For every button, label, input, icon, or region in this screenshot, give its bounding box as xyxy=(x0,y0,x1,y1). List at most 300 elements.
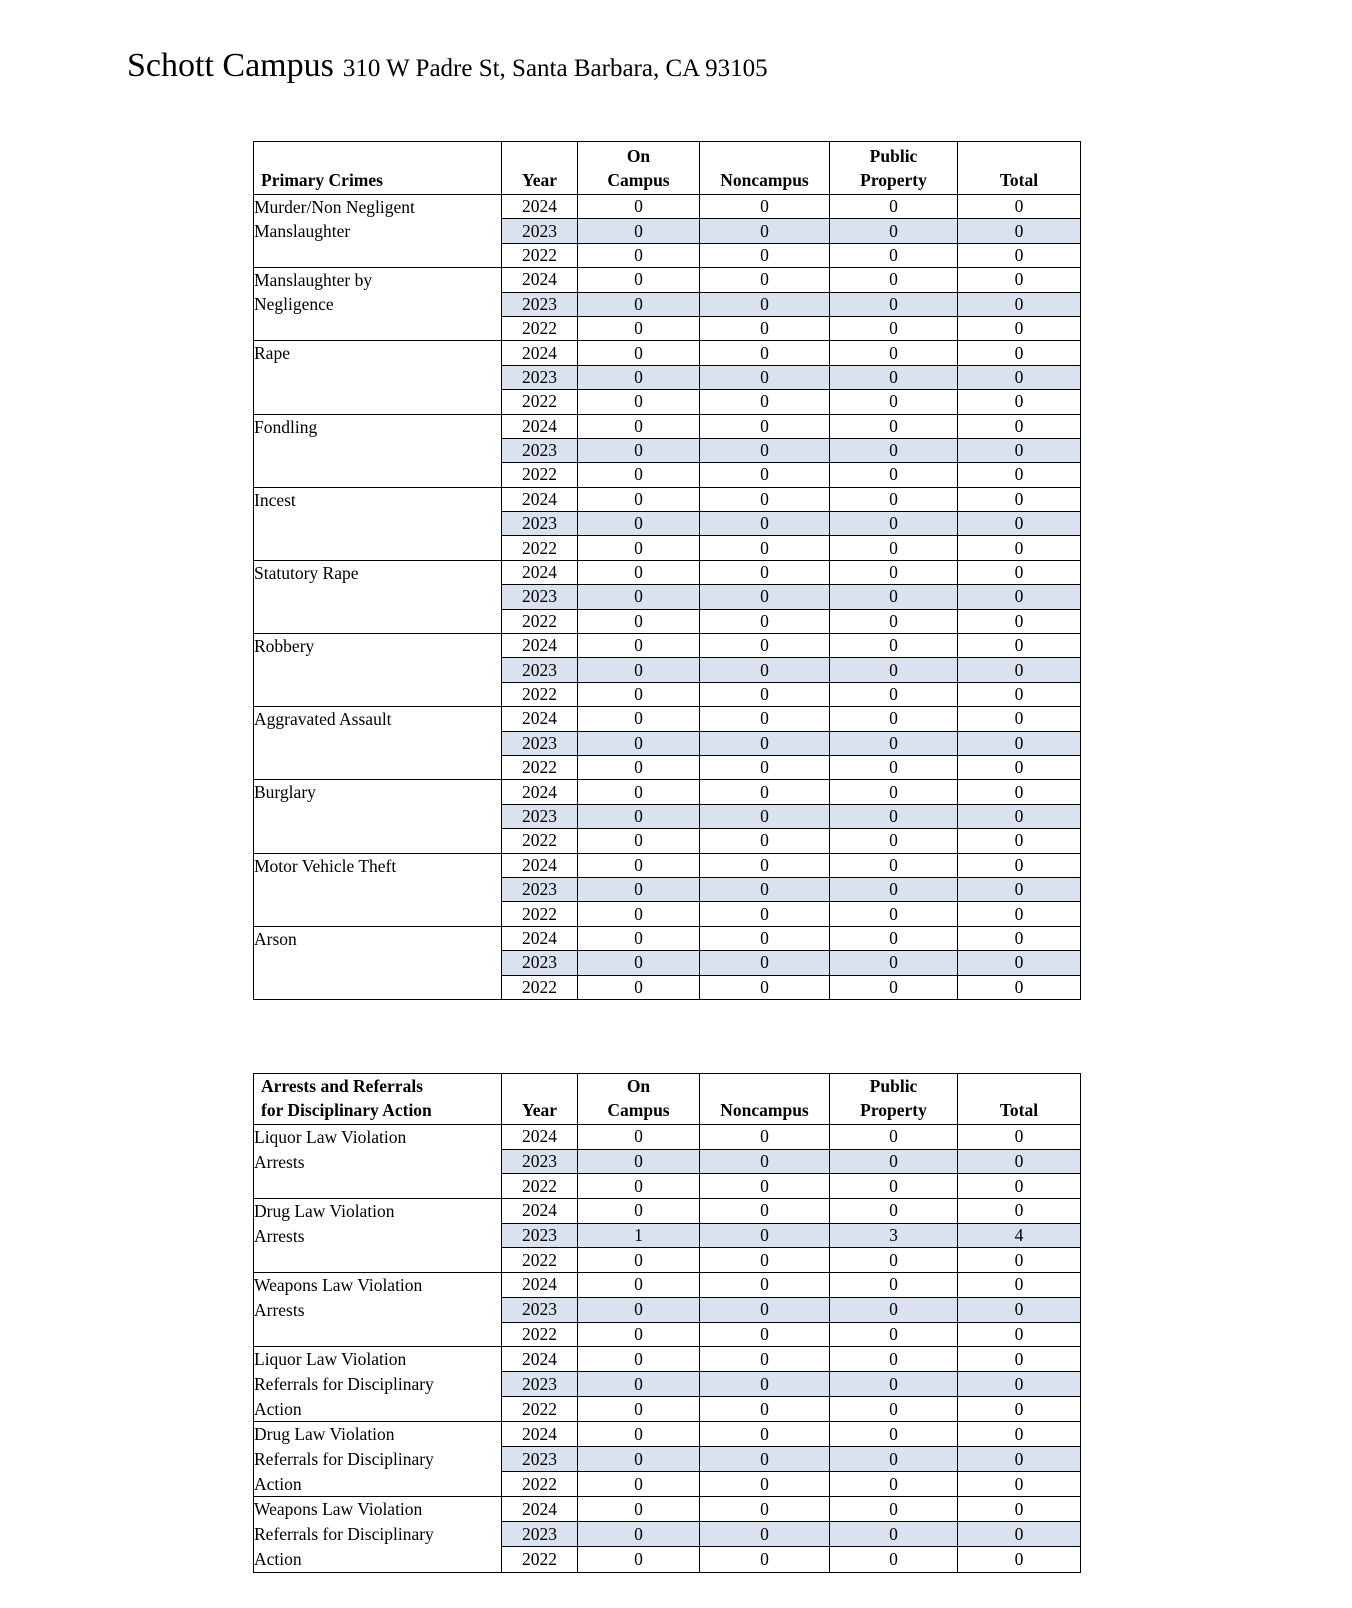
crime-label-cell: Incest xyxy=(254,487,502,560)
column-header: On Campus xyxy=(578,142,700,195)
value-cell: 0 xyxy=(958,268,1081,292)
value-cell: 0 xyxy=(700,243,830,267)
crime-label-cell: Rape xyxy=(254,341,502,414)
year-cell: 2024 xyxy=(502,414,578,438)
value-cell: 0 xyxy=(958,1297,1081,1322)
table-body xyxy=(254,195,1081,1000)
year-cell: 2024 xyxy=(502,487,578,511)
value-cell: 0 xyxy=(578,487,700,511)
crime-label-cell: Fondling xyxy=(254,414,502,487)
crime-label-cell: Drug Law Violation Referrals for Disciplinary Action xyxy=(254,1422,502,1497)
year-cell: 2024 xyxy=(502,268,578,292)
value-cell: 0 xyxy=(700,755,830,779)
value-cell: 0 xyxy=(958,487,1081,511)
table-body xyxy=(254,1125,1081,1573)
year-cell: 2022 xyxy=(502,902,578,926)
value-cell: 0 xyxy=(700,1248,830,1273)
value-cell: 0 xyxy=(958,1497,1081,1522)
value-cell: 0 xyxy=(958,1149,1081,1174)
value-cell: 0 xyxy=(578,1397,700,1422)
value-cell: 0 xyxy=(700,731,830,755)
table-header xyxy=(254,142,1081,195)
value-cell: 0 xyxy=(578,1347,700,1372)
value-cell: 0 xyxy=(830,682,958,706)
year-cell: 2022 xyxy=(502,829,578,853)
value-cell: 0 xyxy=(958,292,1081,316)
value-cell: 0 xyxy=(578,243,700,267)
header-row xyxy=(254,1074,1081,1125)
value-cell: 0 xyxy=(700,268,830,292)
value-cell: 0 xyxy=(700,902,830,926)
crime-label-cell: Manslaughter by Negligence xyxy=(254,268,502,341)
value-cell: 0 xyxy=(958,1472,1081,1497)
value-cell: 0 xyxy=(830,341,958,365)
value-cell: 0 xyxy=(700,1472,830,1497)
value-cell: 0 xyxy=(830,1322,958,1347)
value-cell: 0 xyxy=(700,1547,830,1572)
value-cell: 0 xyxy=(700,1522,830,1547)
page-title xyxy=(127,46,768,86)
value-cell: 0 xyxy=(958,658,1081,682)
value-cell: 0 xyxy=(830,560,958,584)
value-cell: 0 xyxy=(578,585,700,609)
value-cell: 0 xyxy=(830,634,958,658)
value-cell: 0 xyxy=(578,707,700,731)
value-cell: 0 xyxy=(958,1547,1081,1572)
value-cell: 0 xyxy=(958,365,1081,389)
value-cell: 0 xyxy=(700,951,830,975)
value-cell: 0 xyxy=(578,1322,700,1347)
value-cell: 0 xyxy=(958,804,1081,828)
value-cell: 0 xyxy=(700,560,830,584)
column-header: Noncampus xyxy=(700,142,830,195)
value-cell: 0 xyxy=(830,390,958,414)
table-row xyxy=(254,560,1081,584)
value-cell: 0 xyxy=(958,877,1081,901)
year-cell: 2024 xyxy=(502,853,578,877)
value-cell: 0 xyxy=(830,926,958,950)
value-cell: 0 xyxy=(700,365,830,389)
table-row xyxy=(254,1422,1081,1447)
value-cell: 0 xyxy=(700,536,830,560)
value-cell: 0 xyxy=(700,1447,830,1472)
value-cell: 0 xyxy=(578,560,700,584)
value-cell: 0 xyxy=(958,1347,1081,1372)
value-cell: 0 xyxy=(578,1199,700,1224)
value-cell: 0 xyxy=(958,1422,1081,1447)
table-row xyxy=(254,414,1081,438)
value-cell: 0 xyxy=(958,341,1081,365)
year-cell: 2023 xyxy=(502,731,578,755)
year-cell: 2024 xyxy=(502,1199,578,1224)
value-cell: 0 xyxy=(958,634,1081,658)
value-cell: 0 xyxy=(830,1125,958,1150)
value-cell: 0 xyxy=(700,1149,830,1174)
value-cell: 0 xyxy=(578,1174,700,1199)
year-cell: 2022 xyxy=(502,975,578,999)
value-cell: 0 xyxy=(958,536,1081,560)
value-cell: 0 xyxy=(958,585,1081,609)
value-cell: 0 xyxy=(578,804,700,828)
first-column-header: Arrests and Referrals for Disciplinary Action xyxy=(254,1074,502,1125)
value-cell: 0 xyxy=(958,1447,1081,1472)
value-cell: 0 xyxy=(578,682,700,706)
value-cell: 0 xyxy=(578,316,700,340)
year-cell: 2023 xyxy=(502,1297,578,1322)
value-cell: 0 xyxy=(830,975,958,999)
year-cell: 2024 xyxy=(502,1497,578,1522)
value-cell: 0 xyxy=(830,707,958,731)
value-cell: 0 xyxy=(958,316,1081,340)
value-cell: 0 xyxy=(958,438,1081,462)
column-header: On Campus xyxy=(578,1074,700,1125)
table-row xyxy=(254,195,1081,219)
value-cell: 0 xyxy=(830,365,958,389)
value-cell: 0 xyxy=(830,195,958,219)
column-header: Total xyxy=(958,1074,1081,1125)
value-cell: 0 xyxy=(830,1547,958,1572)
value-cell: 0 xyxy=(830,243,958,267)
value-cell: 0 xyxy=(700,658,830,682)
value-cell: 0 xyxy=(578,390,700,414)
value-cell: 0 xyxy=(578,853,700,877)
value-cell: 0 xyxy=(578,1125,700,1150)
year-cell: 2023 xyxy=(502,658,578,682)
value-cell: 0 xyxy=(700,1174,830,1199)
table-row xyxy=(254,1273,1081,1298)
value-cell: 0 xyxy=(700,926,830,950)
value-cell: 1 xyxy=(578,1223,700,1248)
value-cell: 0 xyxy=(830,755,958,779)
value-cell: 0 xyxy=(578,365,700,389)
value-cell: 0 xyxy=(958,707,1081,731)
value-cell: 0 xyxy=(830,316,958,340)
crime-label-cell: Motor Vehicle Theft xyxy=(254,853,502,926)
value-cell: 0 xyxy=(578,1297,700,1322)
year-cell: 2022 xyxy=(502,316,578,340)
year-cell: 2024 xyxy=(502,1422,578,1447)
year-cell: 2023 xyxy=(502,804,578,828)
year-cell: 2022 xyxy=(502,682,578,706)
first-column-header: Primary Crimes xyxy=(254,142,502,195)
value-cell: 0 xyxy=(830,1447,958,1472)
value-cell: 0 xyxy=(830,780,958,804)
value-cell: 0 xyxy=(958,1174,1081,1199)
value-cell: 0 xyxy=(700,682,830,706)
value-cell: 0 xyxy=(578,292,700,316)
value-cell: 0 xyxy=(700,463,830,487)
column-header: Public Property xyxy=(830,142,958,195)
year-cell: 2023 xyxy=(502,877,578,901)
value-cell: 0 xyxy=(958,780,1081,804)
value-cell: 0 xyxy=(958,1322,1081,1347)
value-cell: 0 xyxy=(830,1149,958,1174)
value-cell: 0 xyxy=(958,975,1081,999)
value-cell: 0 xyxy=(830,1372,958,1397)
table-row xyxy=(254,1125,1081,1150)
year-cell: 2024 xyxy=(502,341,578,365)
value-cell: 0 xyxy=(578,609,700,633)
value-cell: 0 xyxy=(578,658,700,682)
value-cell: 0 xyxy=(830,902,958,926)
table-row xyxy=(254,341,1081,365)
value-cell: 0 xyxy=(958,609,1081,633)
year-cell: 2024 xyxy=(502,1273,578,1298)
value-cell: 0 xyxy=(830,951,958,975)
value-cell: 0 xyxy=(958,1397,1081,1422)
column-header: Noncampus xyxy=(700,1074,830,1125)
column-header: Total xyxy=(958,142,1081,195)
value-cell: 0 xyxy=(700,804,830,828)
column-header: Public Property xyxy=(830,1074,958,1125)
value-cell: 0 xyxy=(578,1522,700,1547)
value-cell: 0 xyxy=(700,512,830,536)
value-cell: 0 xyxy=(958,414,1081,438)
value-cell: 0 xyxy=(578,634,700,658)
value-cell: 0 xyxy=(700,1199,830,1224)
year-cell: 2022 xyxy=(502,1174,578,1199)
value-cell: 0 xyxy=(958,1522,1081,1547)
year-cell: 2023 xyxy=(502,1447,578,1472)
value-cell: 0 xyxy=(578,975,700,999)
header-row xyxy=(254,142,1081,195)
primary-crimes-table xyxy=(253,141,1081,1000)
year-cell: 2023 xyxy=(502,1372,578,1397)
value-cell: 4 xyxy=(958,1223,1081,1248)
year-cell: 2023 xyxy=(502,1149,578,1174)
year-cell: 2023 xyxy=(502,512,578,536)
value-cell: 0 xyxy=(830,853,958,877)
value-cell: 0 xyxy=(830,438,958,462)
year-cell: 2024 xyxy=(502,560,578,584)
campus-name: Schott Campus xyxy=(127,47,334,84)
year-cell: 2023 xyxy=(502,1522,578,1547)
value-cell: 0 xyxy=(700,390,830,414)
crime-label-cell: Aggravated Assault xyxy=(254,707,502,780)
value-cell: 0 xyxy=(578,877,700,901)
year-cell: 2024 xyxy=(502,1347,578,1372)
crime-label-cell: Robbery xyxy=(254,634,502,707)
year-cell: 2024 xyxy=(502,926,578,950)
value-cell: 0 xyxy=(830,1347,958,1372)
value-cell: 0 xyxy=(700,316,830,340)
value-cell: 0 xyxy=(578,926,700,950)
value-cell: 0 xyxy=(830,609,958,633)
value-cell: 0 xyxy=(958,512,1081,536)
value-cell: 0 xyxy=(958,219,1081,243)
table-row xyxy=(254,707,1081,731)
year-cell: 2023 xyxy=(502,438,578,462)
value-cell: 0 xyxy=(700,1497,830,1522)
value-cell: 0 xyxy=(830,804,958,828)
value-cell: 0 xyxy=(578,1497,700,1522)
value-cell: 0 xyxy=(578,195,700,219)
value-cell: 0 xyxy=(700,853,830,877)
crime-label-cell: Statutory Rape xyxy=(254,560,502,633)
value-cell: 0 xyxy=(700,414,830,438)
value-cell: 0 xyxy=(958,243,1081,267)
value-cell: 0 xyxy=(578,829,700,853)
table-row xyxy=(254,853,1081,877)
value-cell: 0 xyxy=(578,512,700,536)
value-cell: 0 xyxy=(700,487,830,511)
value-cell: 0 xyxy=(700,1347,830,1372)
value-cell: 0 xyxy=(578,1372,700,1397)
value-cell: 0 xyxy=(830,1397,958,1422)
value-cell: 0 xyxy=(700,1273,830,1298)
year-cell: 2022 xyxy=(502,536,578,560)
year-cell: 2023 xyxy=(502,1223,578,1248)
year-cell: 2024 xyxy=(502,780,578,804)
value-cell: 0 xyxy=(700,780,830,804)
year-cell: 2024 xyxy=(502,634,578,658)
year-cell: 2024 xyxy=(502,195,578,219)
value-cell: 0 xyxy=(830,1174,958,1199)
table-row xyxy=(254,634,1081,658)
year-cell: 2023 xyxy=(502,219,578,243)
year-cell: 2023 xyxy=(502,365,578,389)
value-cell: 0 xyxy=(700,195,830,219)
arrests-referrals-table xyxy=(253,1073,1081,1573)
value-cell: 0 xyxy=(578,463,700,487)
table-row xyxy=(254,780,1081,804)
value-cell: 0 xyxy=(578,951,700,975)
value-cell: 0 xyxy=(830,1273,958,1298)
value-cell: 0 xyxy=(700,829,830,853)
value-cell: 0 xyxy=(830,1472,958,1497)
value-cell: 0 xyxy=(700,585,830,609)
value-cell: 0 xyxy=(700,609,830,633)
table-row xyxy=(254,1347,1081,1372)
value-cell: 0 xyxy=(958,902,1081,926)
year-cell: 2022 xyxy=(502,1472,578,1497)
campus-address: 310 W Padre St, Santa Barbara, CA 93105 xyxy=(342,55,768,82)
crime-label-cell: Arson xyxy=(254,926,502,999)
value-cell: 0 xyxy=(958,560,1081,584)
value-cell: 0 xyxy=(830,658,958,682)
value-cell: 0 xyxy=(700,219,830,243)
year-cell: 2022 xyxy=(502,1397,578,1422)
crime-label-cell: Weapons Law Violation Arrests xyxy=(254,1273,502,1347)
value-cell: 0 xyxy=(830,1297,958,1322)
year-cell: 2022 xyxy=(502,1547,578,1572)
value-cell: 0 xyxy=(830,512,958,536)
value-cell: 0 xyxy=(830,1248,958,1273)
table-header xyxy=(254,1074,1081,1125)
value-cell: 0 xyxy=(958,1199,1081,1224)
value-cell: 0 xyxy=(958,1372,1081,1397)
value-cell: 0 xyxy=(958,1273,1081,1298)
value-cell: 0 xyxy=(700,1322,830,1347)
year-cell: 2022 xyxy=(502,1248,578,1273)
value-cell: 0 xyxy=(700,975,830,999)
crime-label-cell: Drug Law Violation Arrests xyxy=(254,1199,502,1273)
year-cell: 2023 xyxy=(502,292,578,316)
crime-label-cell: Liquor Law Violation Arrests xyxy=(254,1125,502,1199)
value-cell: 0 xyxy=(958,682,1081,706)
value-cell: 0 xyxy=(830,487,958,511)
crime-label-cell: Murder/Non Negligent Manslaughter xyxy=(254,195,502,268)
value-cell: 0 xyxy=(700,1397,830,1422)
year-cell: 2022 xyxy=(502,1322,578,1347)
value-cell: 0 xyxy=(578,1422,700,1447)
year-cell: 2023 xyxy=(502,585,578,609)
value-cell: 0 xyxy=(958,853,1081,877)
value-cell: 0 xyxy=(830,536,958,560)
value-cell: 0 xyxy=(958,390,1081,414)
value-cell: 0 xyxy=(700,341,830,365)
value-cell: 0 xyxy=(700,1297,830,1322)
value-cell: 0 xyxy=(578,780,700,804)
year-cell: 2024 xyxy=(502,1125,578,1150)
value-cell: 0 xyxy=(830,731,958,755)
value-cell: 0 xyxy=(578,731,700,755)
value-cell: 0 xyxy=(958,731,1081,755)
column-header: Year xyxy=(502,142,578,195)
value-cell: 0 xyxy=(958,755,1081,779)
value-cell: 0 xyxy=(700,1223,830,1248)
value-cell: 0 xyxy=(958,195,1081,219)
value-cell: 0 xyxy=(578,1149,700,1174)
value-cell: 0 xyxy=(578,268,700,292)
year-cell: 2022 xyxy=(502,243,578,267)
value-cell: 0 xyxy=(578,438,700,462)
table-row xyxy=(254,926,1081,950)
table-row xyxy=(254,268,1081,292)
value-cell: 0 xyxy=(830,585,958,609)
value-cell: 0 xyxy=(700,634,830,658)
value-cell: 3 xyxy=(830,1223,958,1248)
value-cell: 0 xyxy=(830,1199,958,1224)
value-cell: 0 xyxy=(700,707,830,731)
value-cell: 0 xyxy=(700,1422,830,1447)
value-cell: 0 xyxy=(700,438,830,462)
column-header: Year xyxy=(502,1074,578,1125)
value-cell: 0 xyxy=(958,1248,1081,1273)
value-cell: 0 xyxy=(830,268,958,292)
year-cell: 2024 xyxy=(502,707,578,731)
value-cell: 0 xyxy=(830,877,958,901)
table-row xyxy=(254,1199,1081,1224)
value-cell: 0 xyxy=(700,877,830,901)
year-cell: 2022 xyxy=(502,755,578,779)
value-cell: 0 xyxy=(958,463,1081,487)
value-cell: 0 xyxy=(578,1447,700,1472)
value-cell: 0 xyxy=(830,1522,958,1547)
value-cell: 0 xyxy=(700,1125,830,1150)
value-cell: 0 xyxy=(578,341,700,365)
value-cell: 0 xyxy=(578,1547,700,1572)
value-cell: 0 xyxy=(830,292,958,316)
value-cell: 0 xyxy=(578,536,700,560)
crime-label-cell: Liquor Law Violation Referrals for Disciplinary Action xyxy=(254,1347,502,1422)
year-cell: 2023 xyxy=(502,951,578,975)
value-cell: 0 xyxy=(958,1125,1081,1150)
value-cell: 0 xyxy=(578,755,700,779)
value-cell: 0 xyxy=(958,829,1081,853)
value-cell: 0 xyxy=(578,1472,700,1497)
value-cell: 0 xyxy=(830,414,958,438)
value-cell: 0 xyxy=(958,951,1081,975)
value-cell: 0 xyxy=(958,926,1081,950)
table-row xyxy=(254,487,1081,511)
value-cell: 0 xyxy=(700,292,830,316)
value-cell: 0 xyxy=(700,1372,830,1397)
crime-label-cell: Burglary xyxy=(254,780,502,853)
value-cell: 0 xyxy=(830,1497,958,1522)
crime-label-cell: Weapons Law Violation Referrals for Disciplinary Action xyxy=(254,1497,502,1572)
value-cell: 0 xyxy=(578,219,700,243)
